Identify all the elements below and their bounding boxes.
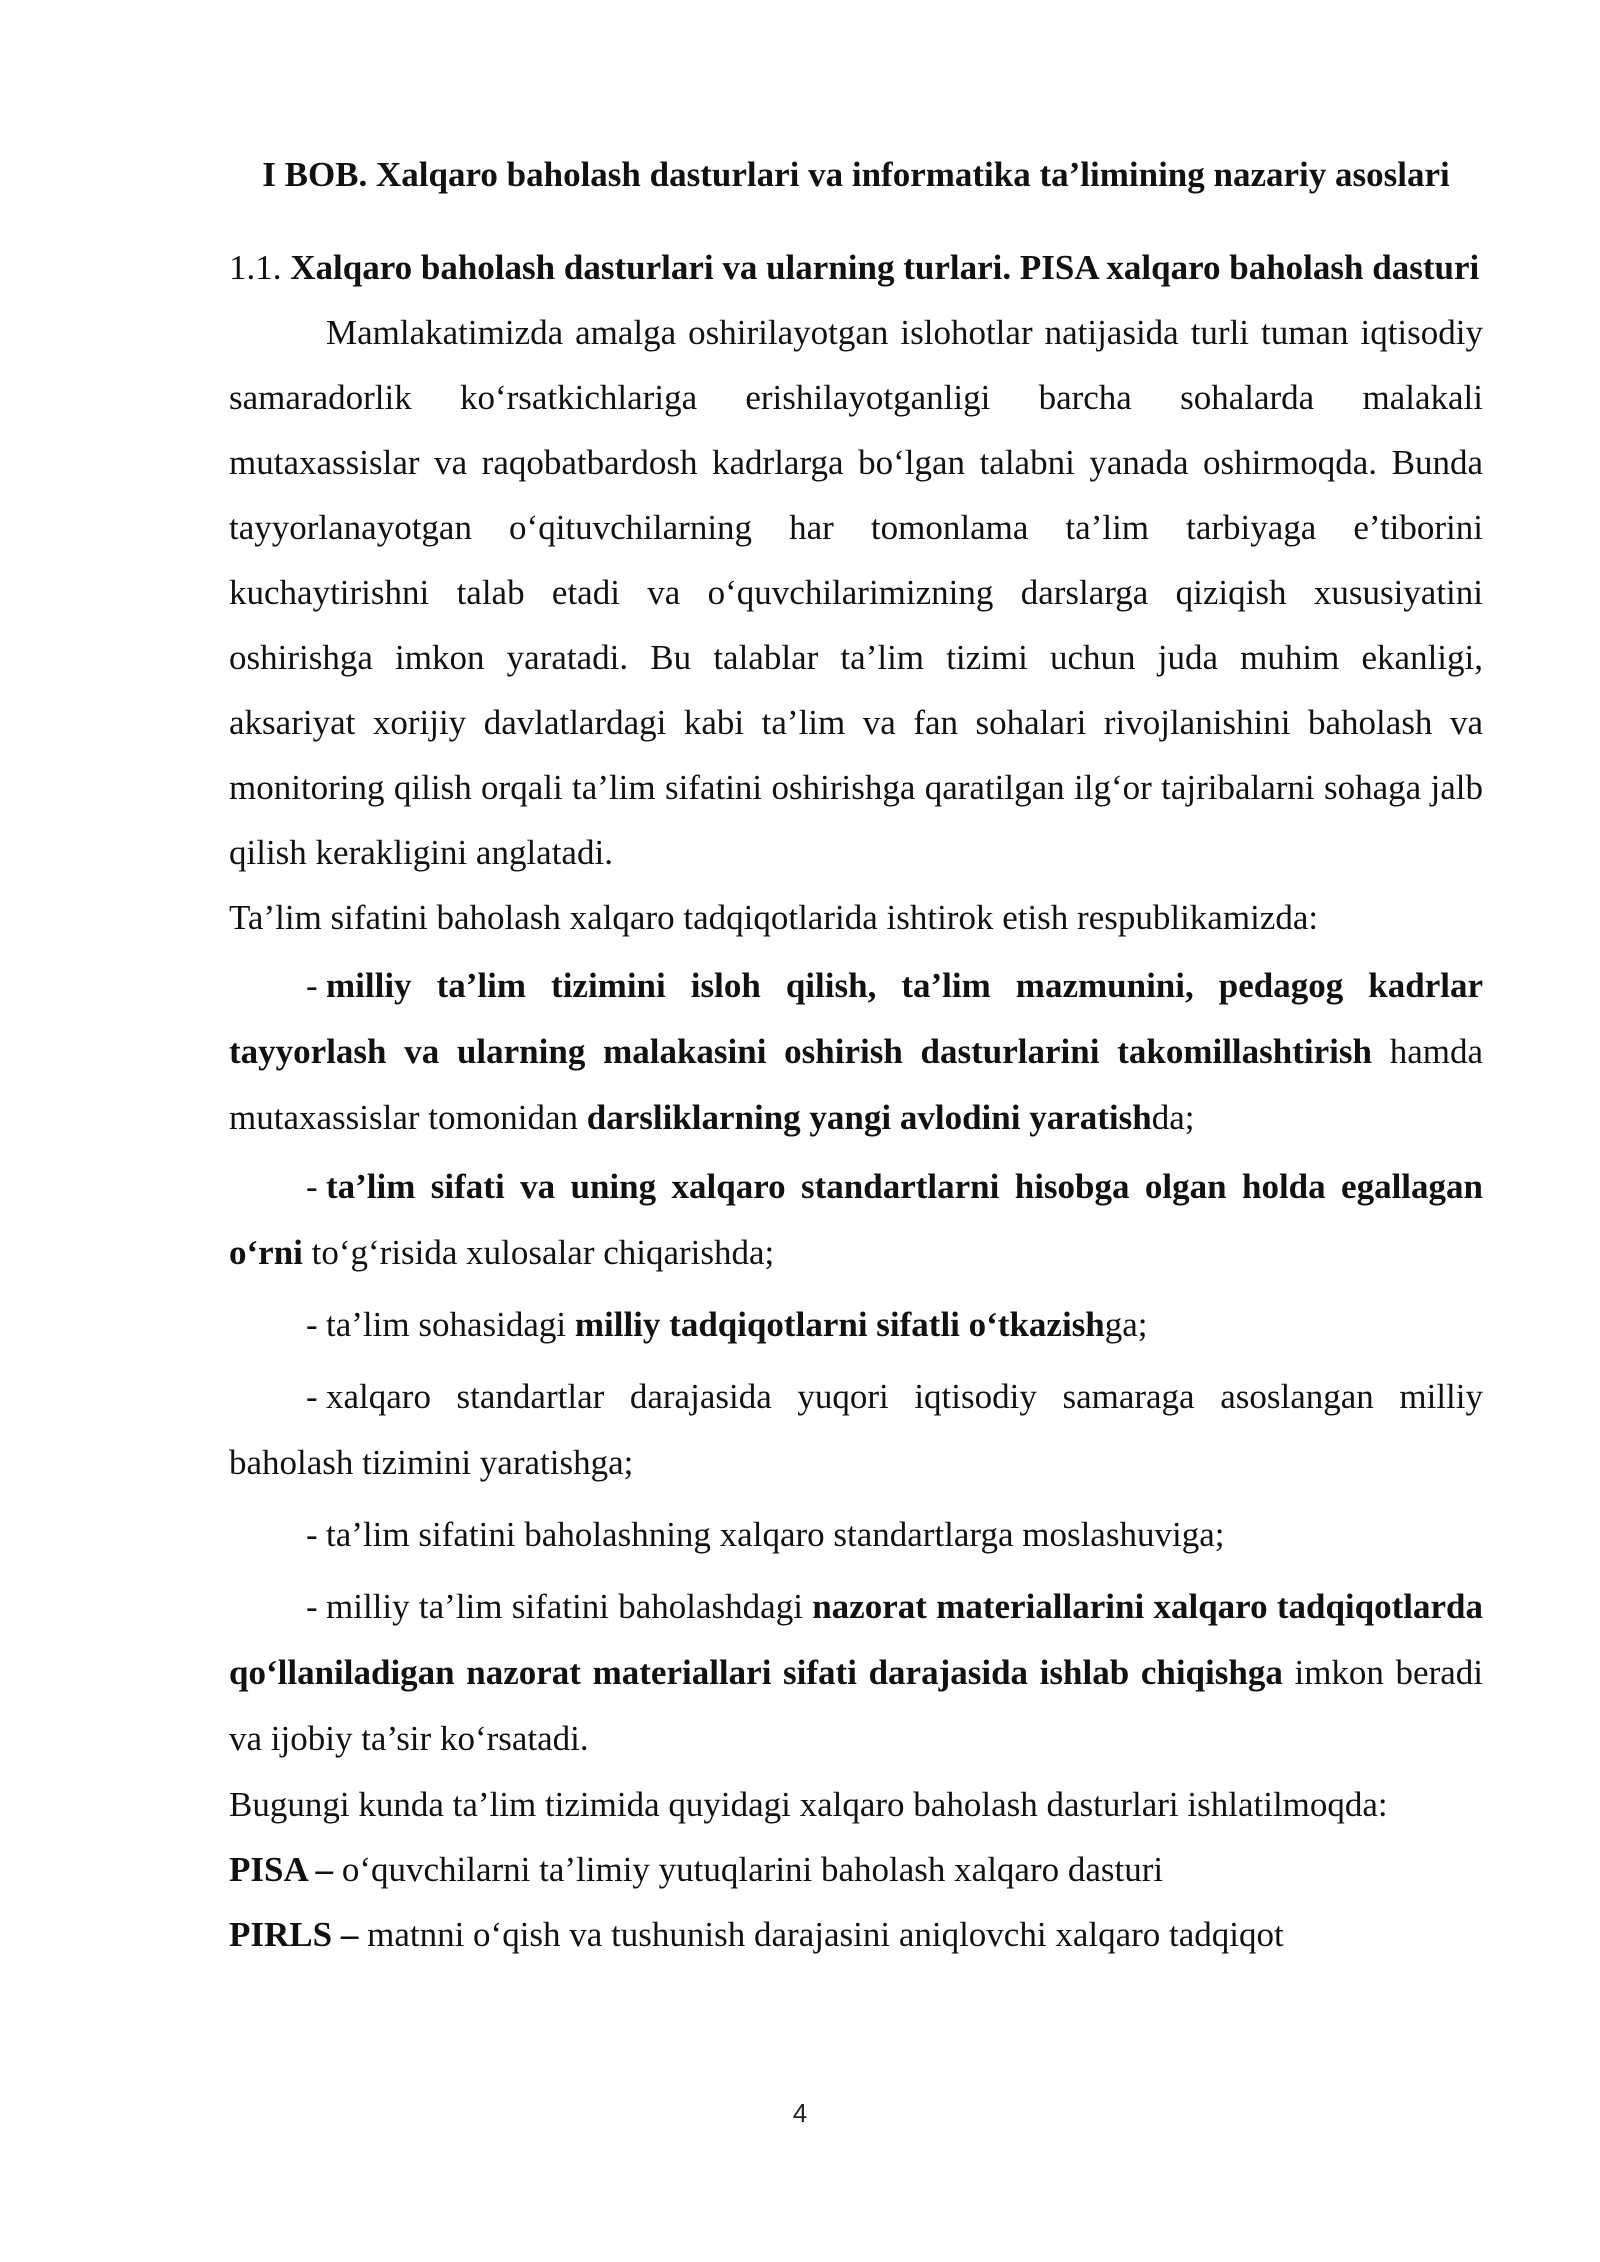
program-item-pisa [229, 1837, 1483, 1902]
bullet-bold-text: nazorat materiallarini xalqaro tadqiqotlarda qo‘llaniladigan nazorat materiallari sifati darajasida ishlab chiqishga [229, 1587, 1483, 1692]
bullet-bold-text: darsliklarning yangi avlodini yaratish [586, 1098, 1152, 1137]
program-description: matnni o‘qish va tushunish darajasini aniqlovchi xalqaro tadqiqot [358, 1915, 1284, 1954]
participation-lead: Ta’lim sifatini baholash xalqaro tadqiqotlarida ishtirok etish respublikamizda: [229, 898, 1319, 937]
bullet-item [229, 1364, 1483, 1496]
section-title: Xalqaro baholash dasturlari va ularning turlari. PISA xalqaro baholash dasturi [290, 248, 1480, 287]
program-description: o‘quvchilarni ta’limiy yutuqlarini baholash xalqaro dasturi [333, 1850, 1164, 1889]
programs-lead: Bugungi kunda ta’lim tizimida quyidagi xalqaro baholash dasturlari ishlatilmoqda: [229, 1785, 1388, 1824]
bullet-item [229, 1574, 1483, 1772]
bullet-text: hamda mutaxassislar tomonidan [229, 1032, 1483, 1137]
section-number: 1.1. [229, 248, 282, 287]
bullet-bold-text: milliy tadqiqotlarni sifatli o‘tkazish [574, 1305, 1105, 1344]
bullet-item [229, 953, 1483, 1151]
bullet-text: ta’lim sifatini baholashning xalqaro standartlarga moslashuviga; [326, 1515, 1225, 1554]
bullet-text: ta’lim sohasidagi [326, 1305, 575, 1344]
page-number: 4 [792, 2098, 808, 2128]
bullet-item [229, 1289, 1483, 1361]
bullet-text: da; [1151, 1098, 1195, 1137]
bullet-text: milliy ta’lim sifatini baholashdagi [326, 1587, 813, 1626]
bullet-dash: - [306, 1167, 318, 1206]
bullet-dash: - [306, 1587, 318, 1626]
bullet-bold-text: milliy ta’lim tizimini isloh qilish, ta’lim mazmunini, pedagog kadrlar tayyorlash va ularning malakasini oshirish dasturlarini takomillashtirish [229, 966, 1483, 1071]
bullet-bold-text: ta’lim sifati va uning xalqaro standartlarni hisobga olgan holda egallagan o‘rni [229, 1167, 1483, 1272]
section-heading [229, 235, 1483, 300]
program-name: PISA – [229, 1850, 334, 1889]
bullet-text: imkon beradi va ijobiy ta’sir ko‘rsatadi. [229, 1653, 1484, 1758]
bullet-dash: - [306, 1377, 318, 1416]
bullet-text: ga; [1104, 1305, 1148, 1344]
intro-paragraph: Mamlakatimizda amalga oshirilayotgan islohotlar natijasida turli tuman iqtisodiy samaradorlik ko‘rsatkichlariga erishilayotganligi barcha sohalarda malakali mutaxassislar va raqobatbardosh kadrlarga bo‘lgan talabni yanada oshirmoqda. Bunda tayyorlanayotgan o‘qituvchilarning har tomonlama ta’lim tarbiyaga e’tiborini kuchaytirishni talab etadi va o‘quvchilarimizning darslarga qiziqish xususiyatini oshirishga imkon yaratadi. Bu talablar ta’lim tizimi uchun juda muhim ekanligi, aksariyat xorijiy davlatlardagi kabi ta’lim va fan sohalari rivojlanishini baholash va monitoring qilish orqali ta’lim sifatini oshirishga qaratilgan ilg‘or tajribalarni sohaga jalb qilish kerakligini anglatadi. [229, 313, 1483, 872]
bullet-text: to‘g‘risida xulosalar chiqarishda; [302, 1233, 775, 1272]
program-item-pirls [229, 1902, 1483, 1967]
page-content [229, 142, 1483, 1967]
bullet-dash: - [306, 966, 318, 1005]
bullet-item [229, 1499, 1483, 1571]
bullet-dash: - [306, 1305, 318, 1344]
bullet-dash: - [306, 1515, 318, 1554]
program-name: PIRLS – [229, 1915, 359, 1954]
chapter-title: I BOB. Xalqaro baholash dasturlari va informatika ta’limining nazariy asoslari [262, 155, 1450, 194]
bullet-item [229, 1154, 1483, 1286]
bullet-text: xalqaro standartlar darajasida yuqori iqtisodiy samaraga asoslangan milliy baholash tizimini yaratishga; [229, 1377, 1483, 1482]
